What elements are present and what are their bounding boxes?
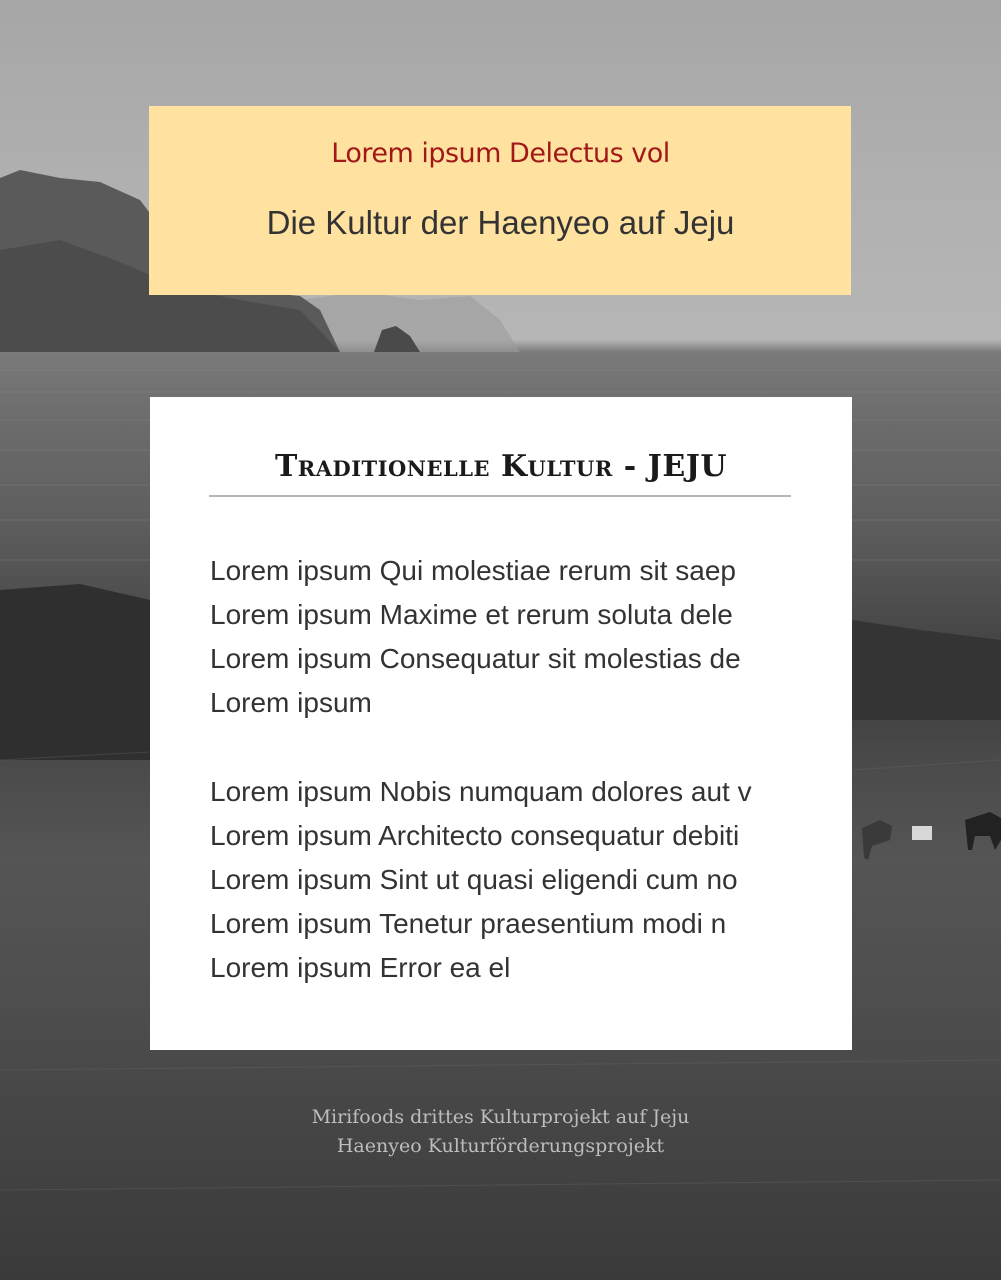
paragraph-line: Lorem ipsum Maxime et rerum soluta dele xyxy=(210,599,733,630)
footer-caption xyxy=(0,1103,1001,1161)
paragraph-line: Lorem ipsum xyxy=(210,687,372,718)
paragraph-line: Lorem ipsum Consequatur sit molestias de xyxy=(210,643,741,674)
paragraph-line: Lorem ipsum Error ea el xyxy=(210,952,511,983)
header-banner xyxy=(149,106,851,295)
footer-line-2: Haenyeo Kulturförderungsprojekt xyxy=(336,1135,665,1157)
paragraph-1 xyxy=(210,549,810,725)
content-heading: Traditionelle Kultur - JEJU xyxy=(274,449,728,484)
heading-divider xyxy=(209,495,791,497)
footer-line-1: Mirifoods drittes Kulturprojekt auf Jeju xyxy=(311,1106,690,1128)
page-title: Die Kultur der Haenyeo auf Jeju xyxy=(266,204,735,241)
paragraph-line: Lorem ipsum Architecto consequatur debiti xyxy=(210,820,740,851)
paragraph-line: Lorem ipsum Qui molestiae rerum sit saep xyxy=(210,555,736,586)
paragraph-line: Lorem ipsum Nobis numquam dolores aut v xyxy=(210,776,752,807)
paragraph-line: Lorem ipsum Tenetur praesentium modi n xyxy=(210,908,727,939)
header-kicker-text: Lorem ipsum Delectus vol xyxy=(331,138,670,169)
paragraph-line: Lorem ipsum Sint ut quasi eligendi cum no xyxy=(210,864,738,895)
paragraph-2 xyxy=(210,770,810,990)
